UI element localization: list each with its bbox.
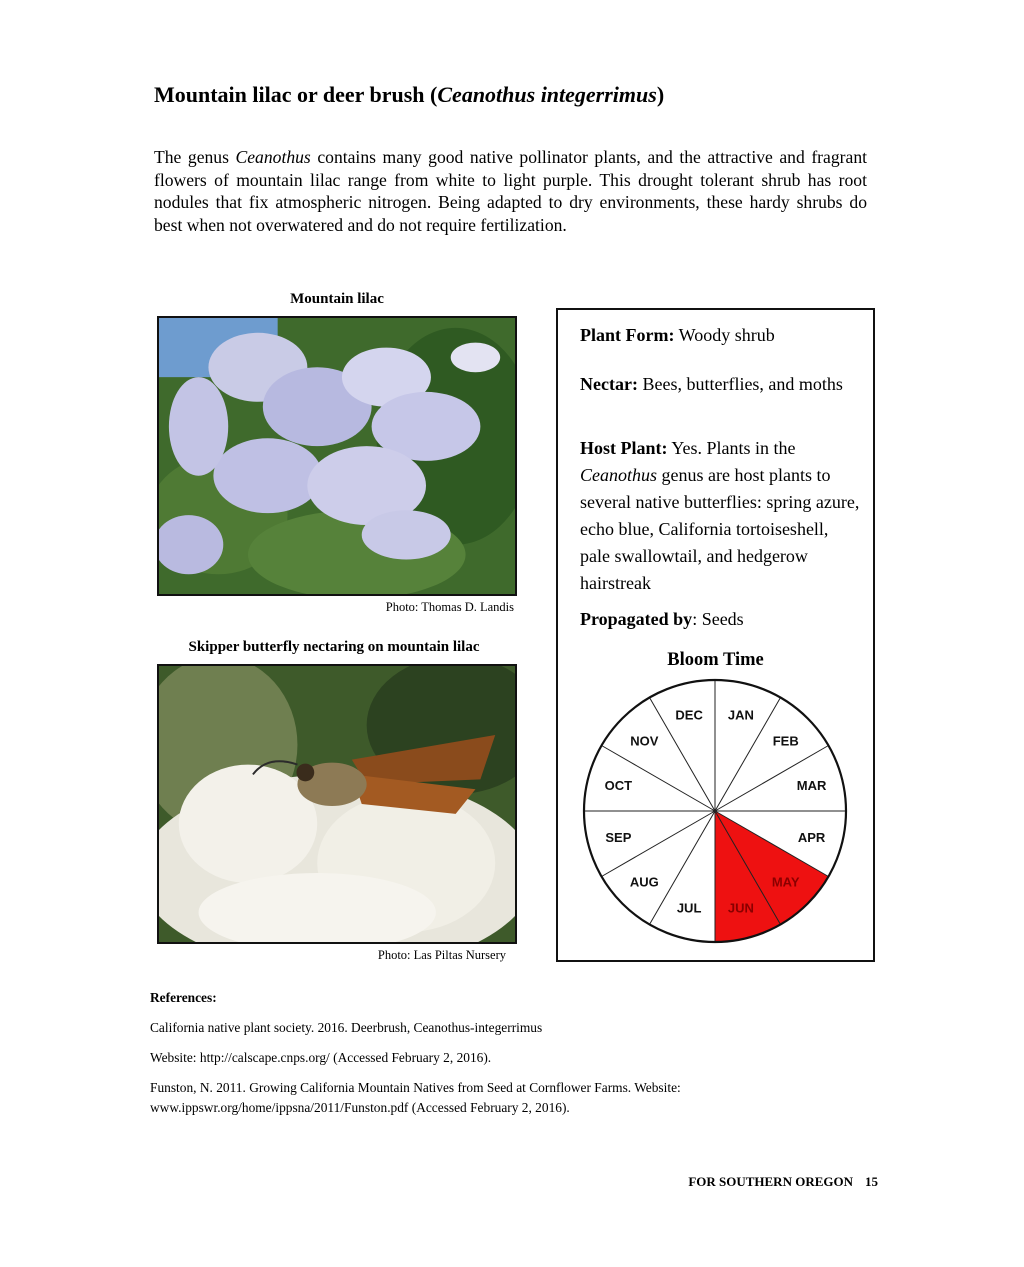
skipper-butterfly-photo (157, 664, 517, 944)
reference-item: Website: http://calscape.cnps.org/ (Accessed February 2, 2016). (150, 1050, 492, 1065)
bloom-month-label: MAR (796, 778, 827, 794)
bloom-time-wheel (580, 676, 850, 946)
page-title: Mountain lilac or deer brush (Ceanothus integerrimus) (154, 82, 665, 107)
references-heading: References: (150, 990, 217, 1005)
bloom-month-label: OCT (604, 778, 633, 794)
page-footer (688, 1174, 878, 1190)
bloom-month-label: DEC (675, 707, 703, 723)
bloom-month-label: AUG (629, 874, 659, 890)
propagation-info: Propagated by: Seeds (580, 609, 744, 629)
bloom-month-label: JUL (676, 900, 702, 916)
photo-caption-mountain-lilac: Mountain lilac (290, 291, 384, 307)
nectar-info: Nectar: Bees, butterflies, and moths (580, 374, 843, 394)
reference-item: Funston, N. 2011. Growing California Mountain Natives from Seed at Cornflower Farms. Website: www.ippswr.org/home/ippsna/2011/Funston.pdf (Accessed February 2, 2016). (150, 1080, 681, 1115)
plant-form: Plant Form: Woody shrub (580, 325, 775, 345)
bloom-month-label: JAN (727, 707, 754, 723)
bloom-month-label: JUN (727, 900, 754, 916)
photo-credit-las-piltas: Photo: Las Piltas Nursery (377, 948, 506, 962)
page-number: 15 (865, 1174, 878, 1189)
intro-paragraph: The genus Ceanothus contains many good native pollinator plants, and the attractive and fragrant flowers of mountain lilac range from white to light purple. This drought tolerant shrub has root nodules that fix atmospheric nitrogen. Being adapted to dry environments, these hardy shrubs do best when not overwatered and do not require fertilization. (154, 147, 868, 235)
plant-info-box (556, 308, 875, 962)
bloom-month-label: SEP (605, 829, 632, 845)
bloom-time-title: Bloom Time (667, 650, 764, 670)
host-plant-info: Host Plant: Yes. Plants in the Ceanothus genus are host plants to several native butterflies: spring azure, echo blue, California tortoiseshell, pale swallowtail, and hedgerow hairstreak (580, 438, 860, 593)
photo-credit-landis: Photo: Thomas D. Landis (385, 600, 514, 614)
title-scientific-name: Ceanothus integerrimus (437, 82, 657, 107)
mountain-lilac-photo (157, 316, 517, 596)
footer-label: FOR SOUTHERN OREGON (688, 1174, 853, 1189)
bloom-month-label: APR (797, 829, 826, 845)
reference-item: California native plant society. 2016. Deerbrush, Ceanothus-integerrimus (150, 1020, 543, 1035)
photo-caption-skipper: Skipper butterfly nectaring on mountain lilac (188, 639, 480, 655)
bloom-month-label: NOV (630, 733, 659, 749)
bloom-month-label: FEB (772, 733, 799, 749)
bloom-month-label: MAY (771, 874, 800, 890)
